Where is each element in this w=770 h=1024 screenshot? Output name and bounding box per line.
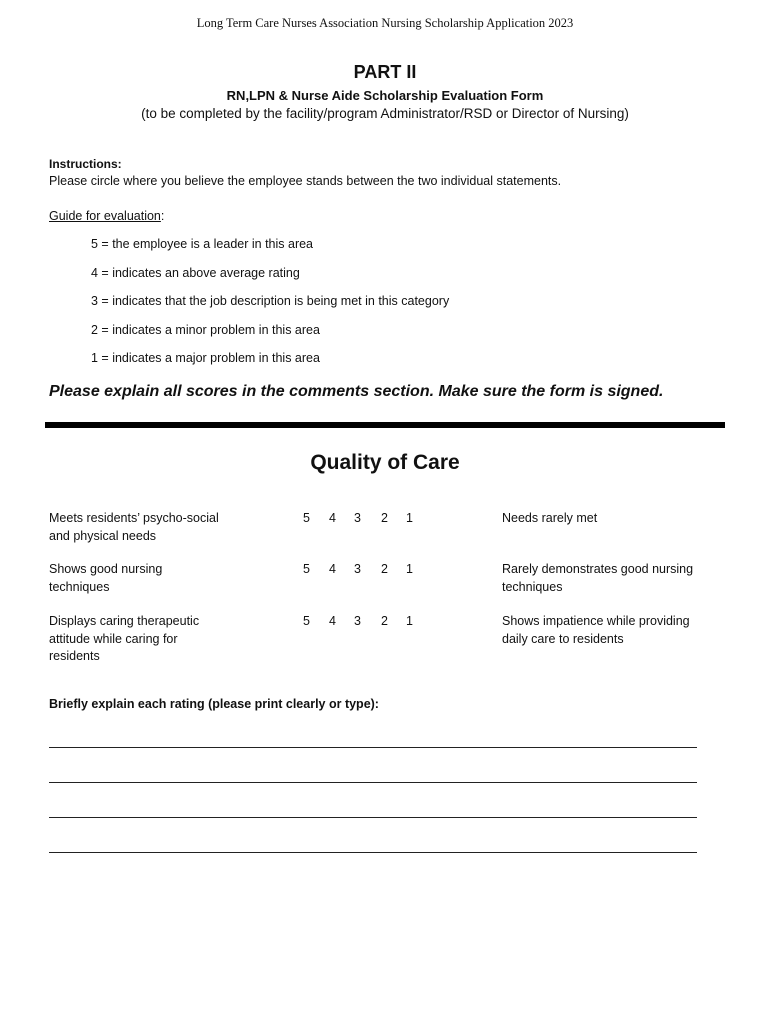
rating-scale [300, 613, 420, 631]
positive-statement: Displays caring therapeutic attitude while caring for residents [49, 614, 200, 663]
rating-option-5[interactable]: 5 [303, 614, 310, 628]
guide-item-5: 5 = the employee is a leader in this area [91, 237, 314, 251]
rating-option-5[interactable]: 5 [303, 562, 310, 576]
rating-option-4[interactable]: 4 [329, 614, 336, 628]
rating-option-2[interactable]: 2 [381, 562, 388, 576]
positive-statement: Shows good nursing techniques [49, 562, 163, 594]
instructions-text: Please circle where you believe the employee stands between the two individual statements. [49, 174, 562, 188]
rating-option-2[interactable]: 2 [381, 511, 388, 525]
rating-option-4[interactable]: 4 [329, 562, 336, 576]
rating-option-1[interactable]: 1 [406, 614, 413, 628]
negative-statement: Needs rarely met [502, 511, 598, 525]
rating-scale [300, 510, 420, 528]
section-title: Quality of Care [310, 451, 460, 474]
emphasis-note: Please explain all scores in the comments section. Make sure the form is signed. [49, 383, 664, 400]
guide-list [91, 236, 449, 379]
part-title: PART II [353, 62, 417, 82]
positive-statement: Meets residents’ psycho-social and physical needs [49, 511, 219, 543]
guide-item-2: 2 = indicates a minor problem in this area [91, 322, 320, 337]
rating-scale [300, 561, 420, 579]
instructions-heading: Instructions: [49, 157, 122, 171]
negative-statement: Rarely demonstrates good nursing techniques [502, 562, 694, 594]
answer-line[interactable] [49, 782, 697, 783]
rating-option-2[interactable]: 2 [381, 614, 388, 628]
rating-option-3[interactable]: 3 [354, 562, 361, 576]
section-divider [45, 422, 725, 428]
answer-line[interactable] [49, 747, 697, 748]
guide-item-3: 3 = indicates that the job description is being met in this category [91, 294, 450, 308]
rating-option-1[interactable]: 1 [406, 511, 413, 525]
answer-line[interactable] [49, 817, 697, 818]
form-title: RN,LPN & Nurse Aide Scholarship Evaluation Form [226, 88, 544, 103]
running-header: Long Term Care Nurses Association Nursing Scholarship Application 2023 [196, 16, 574, 30]
guide-heading-label: Guide for evaluation [49, 209, 161, 223]
guide-heading-colon: : [160, 209, 165, 223]
rating-option-3[interactable]: 3 [354, 614, 361, 628]
rating-option-3[interactable]: 3 [354, 511, 361, 525]
guide-item-4: 4 = indicates an above average rating [91, 265, 300, 280]
guide-item-1: 1 = indicates a major problem in this area [91, 351, 320, 365]
rating-option-1[interactable]: 1 [406, 562, 413, 576]
guide-heading [49, 209, 164, 223]
negative-statement: Shows impatience while providing daily care to residents [502, 614, 690, 646]
form-subtitle: (to be completed by the facility/program Administrator/RSD or Director of Nursing) [141, 106, 629, 121]
rating-option-5[interactable]: 5 [303, 511, 310, 525]
answer-line[interactable] [49, 852, 697, 853]
rating-option-4[interactable]: 4 [329, 511, 336, 525]
explain-heading: Briefly explain each rating (please print clearly or type): [49, 697, 379, 711]
